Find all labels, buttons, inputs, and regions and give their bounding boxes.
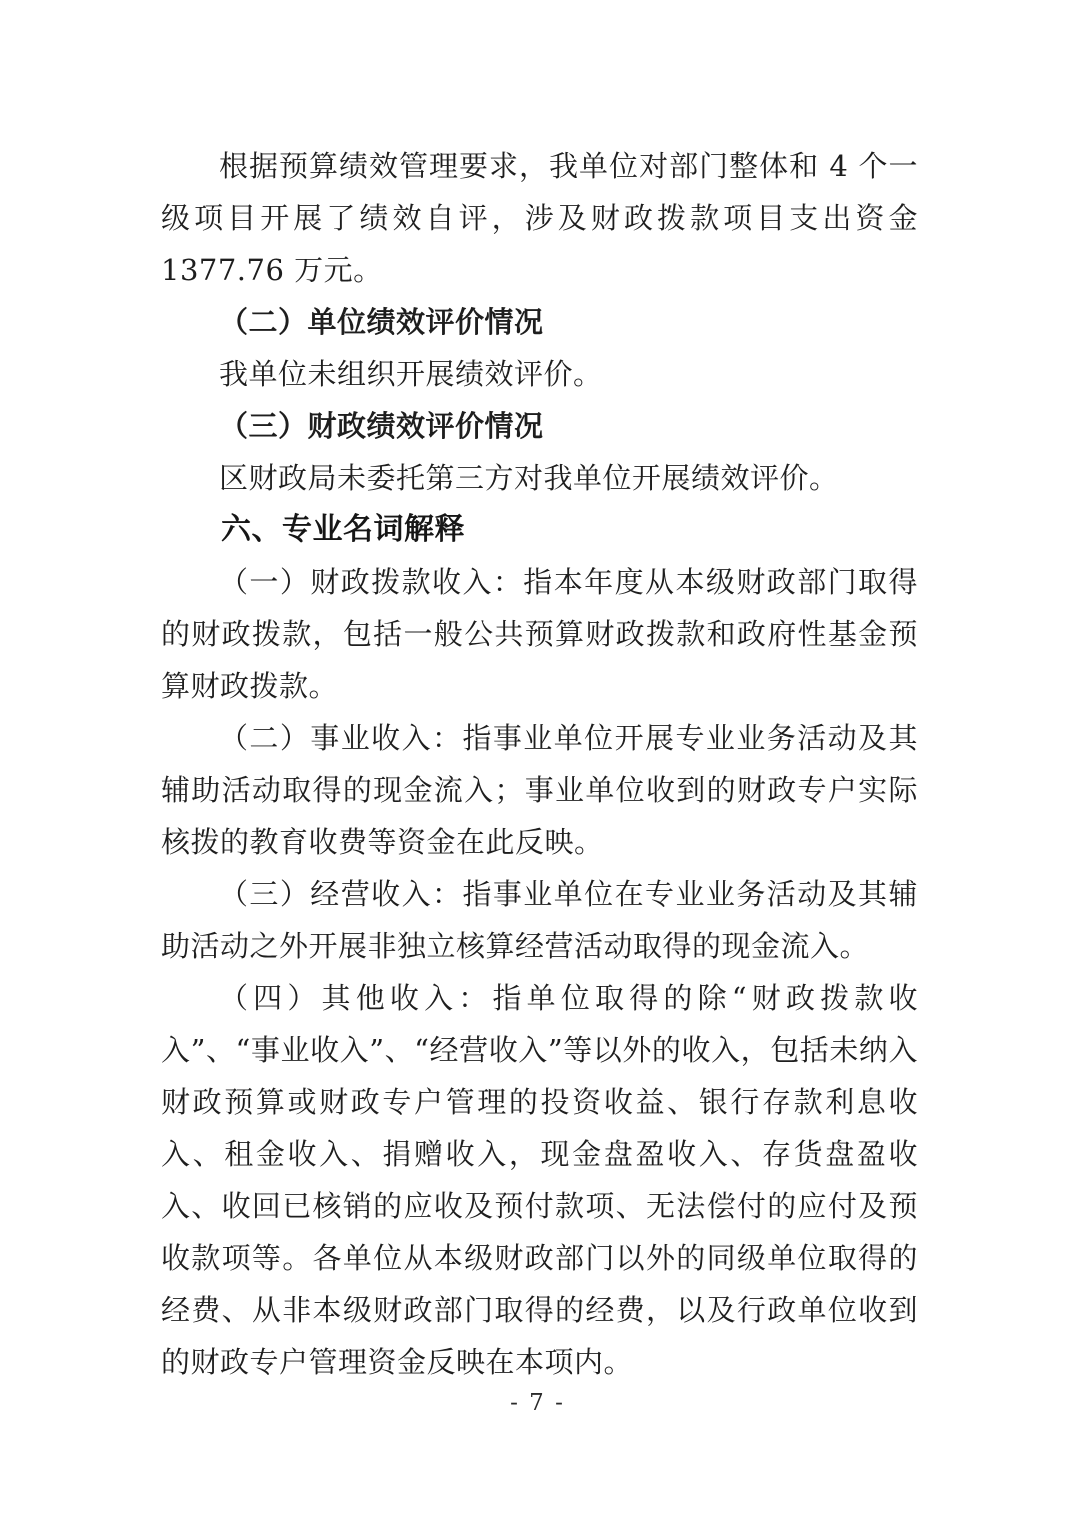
page-number: - 7 - <box>510 1390 565 1416</box>
paragraph-performance-self-evaluation: 根据预算绩效管理要求，我单位对部门整体和 4 个一级项目开展了绩效自评，涉及财政拨款项目支出资金 1377.76 万元。 <box>161 149 918 287</box>
paragraph-term-fiscal-appropriation-income: （一）财政拨款收入：指本年度从本级财政部门取得的财政拨款，包括一般公共预算财政拨款和政府性基金预算财政拨款。 <box>161 565 918 703</box>
document-body <box>161 140 918 1388</box>
paragraph-term-institutional-income: （二）事业收入：指事业单位开展专业业务活动及其辅助活动取得的现金流入；事业单位收到的财政专户实际核拨的教育收费等资金在此反映。 <box>161 721 918 859</box>
heading-unit-performance-evaluation: （二）单位绩效评价情况 <box>219 305 544 339</box>
paragraph-term-operating-income: （三）经营收入：指事业单位在专业业务活动及其辅助活动之外开展非独立核算经营活动取得的现金流入。 <box>161 877 918 963</box>
paragraph-term-other-income: （四）其他收入：指单位取得的除“财政拨款收入”、“事业收入”、“经营收入”等以外的收入，包括未纳入财政预算或财政专户管理的投资收益、银行存款利息收入、租金收入、捐赠收入，现金盘盈收入、存货盘盈收入、收回已核销的应收及预付款项、无法偿付的应付及预收款项等。各单位从本级财政部门以外的同级单位取得的经费、从非本级财政部门取得的经费，以及行政单位收到的财政专户管理资金反映在本项内。 <box>161 981 918 1379</box>
paragraph-no-third-party-evaluation: 区财政局未委托第三方对我单位开展绩效评价。 <box>219 461 839 495</box>
heading-fiscal-performance-evaluation: （三）财政绩效评价情况 <box>219 409 544 443</box>
heading-terminology-section: 六、专业名词解释 <box>221 512 465 547</box>
paragraph-no-evaluation-organized: 我单位未组织开展绩效评价。 <box>219 357 603 391</box>
